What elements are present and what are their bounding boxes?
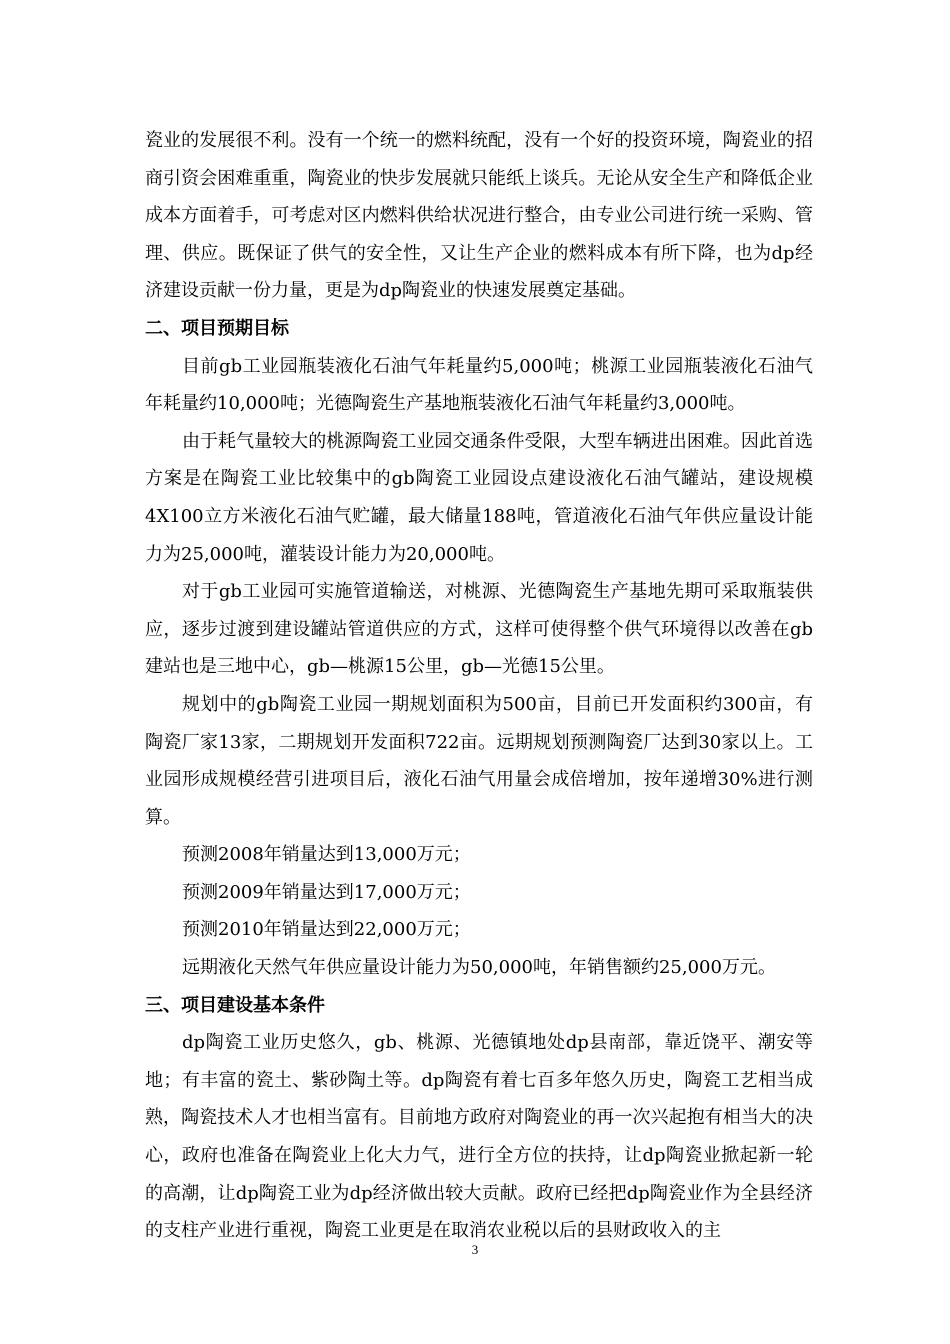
forecast-2010: 预测2010年销量达到22,000万元； (182, 919, 471, 941)
document-body (145, 122, 813, 1250)
section-heading-expected-goals: 二、项目预期目标 (145, 317, 289, 339)
forecast-2008: 预测2008年销量达到13,000万元； (182, 844, 471, 866)
section-heading-basic-conditions: 三、项目建设基本条件 (145, 994, 325, 1016)
page-number: 3 (471, 1242, 479, 1257)
paragraph-current-consumption: 目前gb工业园瓶装液化石油气年耗量约5,000吨；桃源工业园瓶装液化石油气年耗量约10,000吨；光德陶瓷生产基地瓶装液化石油气年耗量约3,000吨。 (145, 355, 813, 415)
paragraph-supply-method: 对于gb工业园可实施管道输送，对桃源、光德陶瓷生产基地先期可采取瓶装供应，逐步过渡到建设罐站管道供应的方式，这样可使得整个供气环境得以改善在gb建站也是三地中心，gb—桃源15公里，gb—光德15公里。 (145, 581, 813, 678)
paragraph-industrial-park-plan: 规划中的gb陶瓷工业园一期规划面积为500亩，目前已开发面积约300亩，有陶瓷厂家13家，二期规划开发面积722亩。远期规划预测陶瓷厂达到30家以上。工业园形成规模经营引进项目后，液化石油气用量会成倍增加，按年递增30%进行测算。 (145, 693, 813, 828)
paragraph-ceramics-history: dp陶瓷工业历史悠久，gb、桃源、光德镇地处dp县南部，靠近饶平、潮安等地；有丰富的瓷土、紫砂陶土等。dp陶瓷有着七百多年悠久历史，陶瓷工艺相当成熟，陶瓷技术人才也相当富有。目前地方政府对陶瓷业的再一次兴起抱有相当大的决心，政府也准备在陶瓷业上化大力气，进行全方位的扶持，让dp陶瓷业掀起新一轮的高潮，让dp陶瓷工业为dp经济做出较大贡献。政府已经把dp陶瓷业作为全县经济的支柱产业进行重视，陶瓷工业更是在取消农业税以后的县财政收入的主 (145, 1032, 813, 1242)
forecast-long-term: 远期液化天然气年供应量设计能力为50,000吨，年销售额约25,000万元。 (182, 957, 776, 979)
paragraph-preferred-plan: 由于耗气量较大的桃源陶瓷工业园交通条件受限，大型车辆进出困难。因此首选方案是在陶瓷工业比较集中的gb陶瓷工业园设点建设液化石油气罐站，建设规模4X100立方米液化石油气贮罐，最大储量188吨，管道液化石油气年供应量设计能力为25,000吨，灌装设计能力为20,000吨。 (145, 430, 813, 565)
paragraph-fuel-integration: 瓷业的发展很不利。没有一个统一的燃料统配，没有一个好的投资环境，陶瓷业的招商引资会困难重重，陶瓷业的快步发展就只能纸上谈兵。无论从安全生产和降低企业成本方面着手，可考虑对区内燃料供给状况进行整合，由专业公司进行统一采购、管理、供应。既保证了供气的安全性，又让生产企业的燃料成本有所下降，也为dp经济建设贡献一份力量，更是为dp陶瓷业的快速发展奠定基础。 (145, 130, 813, 302)
forecast-2009: 预测2009年销量达到17,000万元； (182, 881, 471, 903)
